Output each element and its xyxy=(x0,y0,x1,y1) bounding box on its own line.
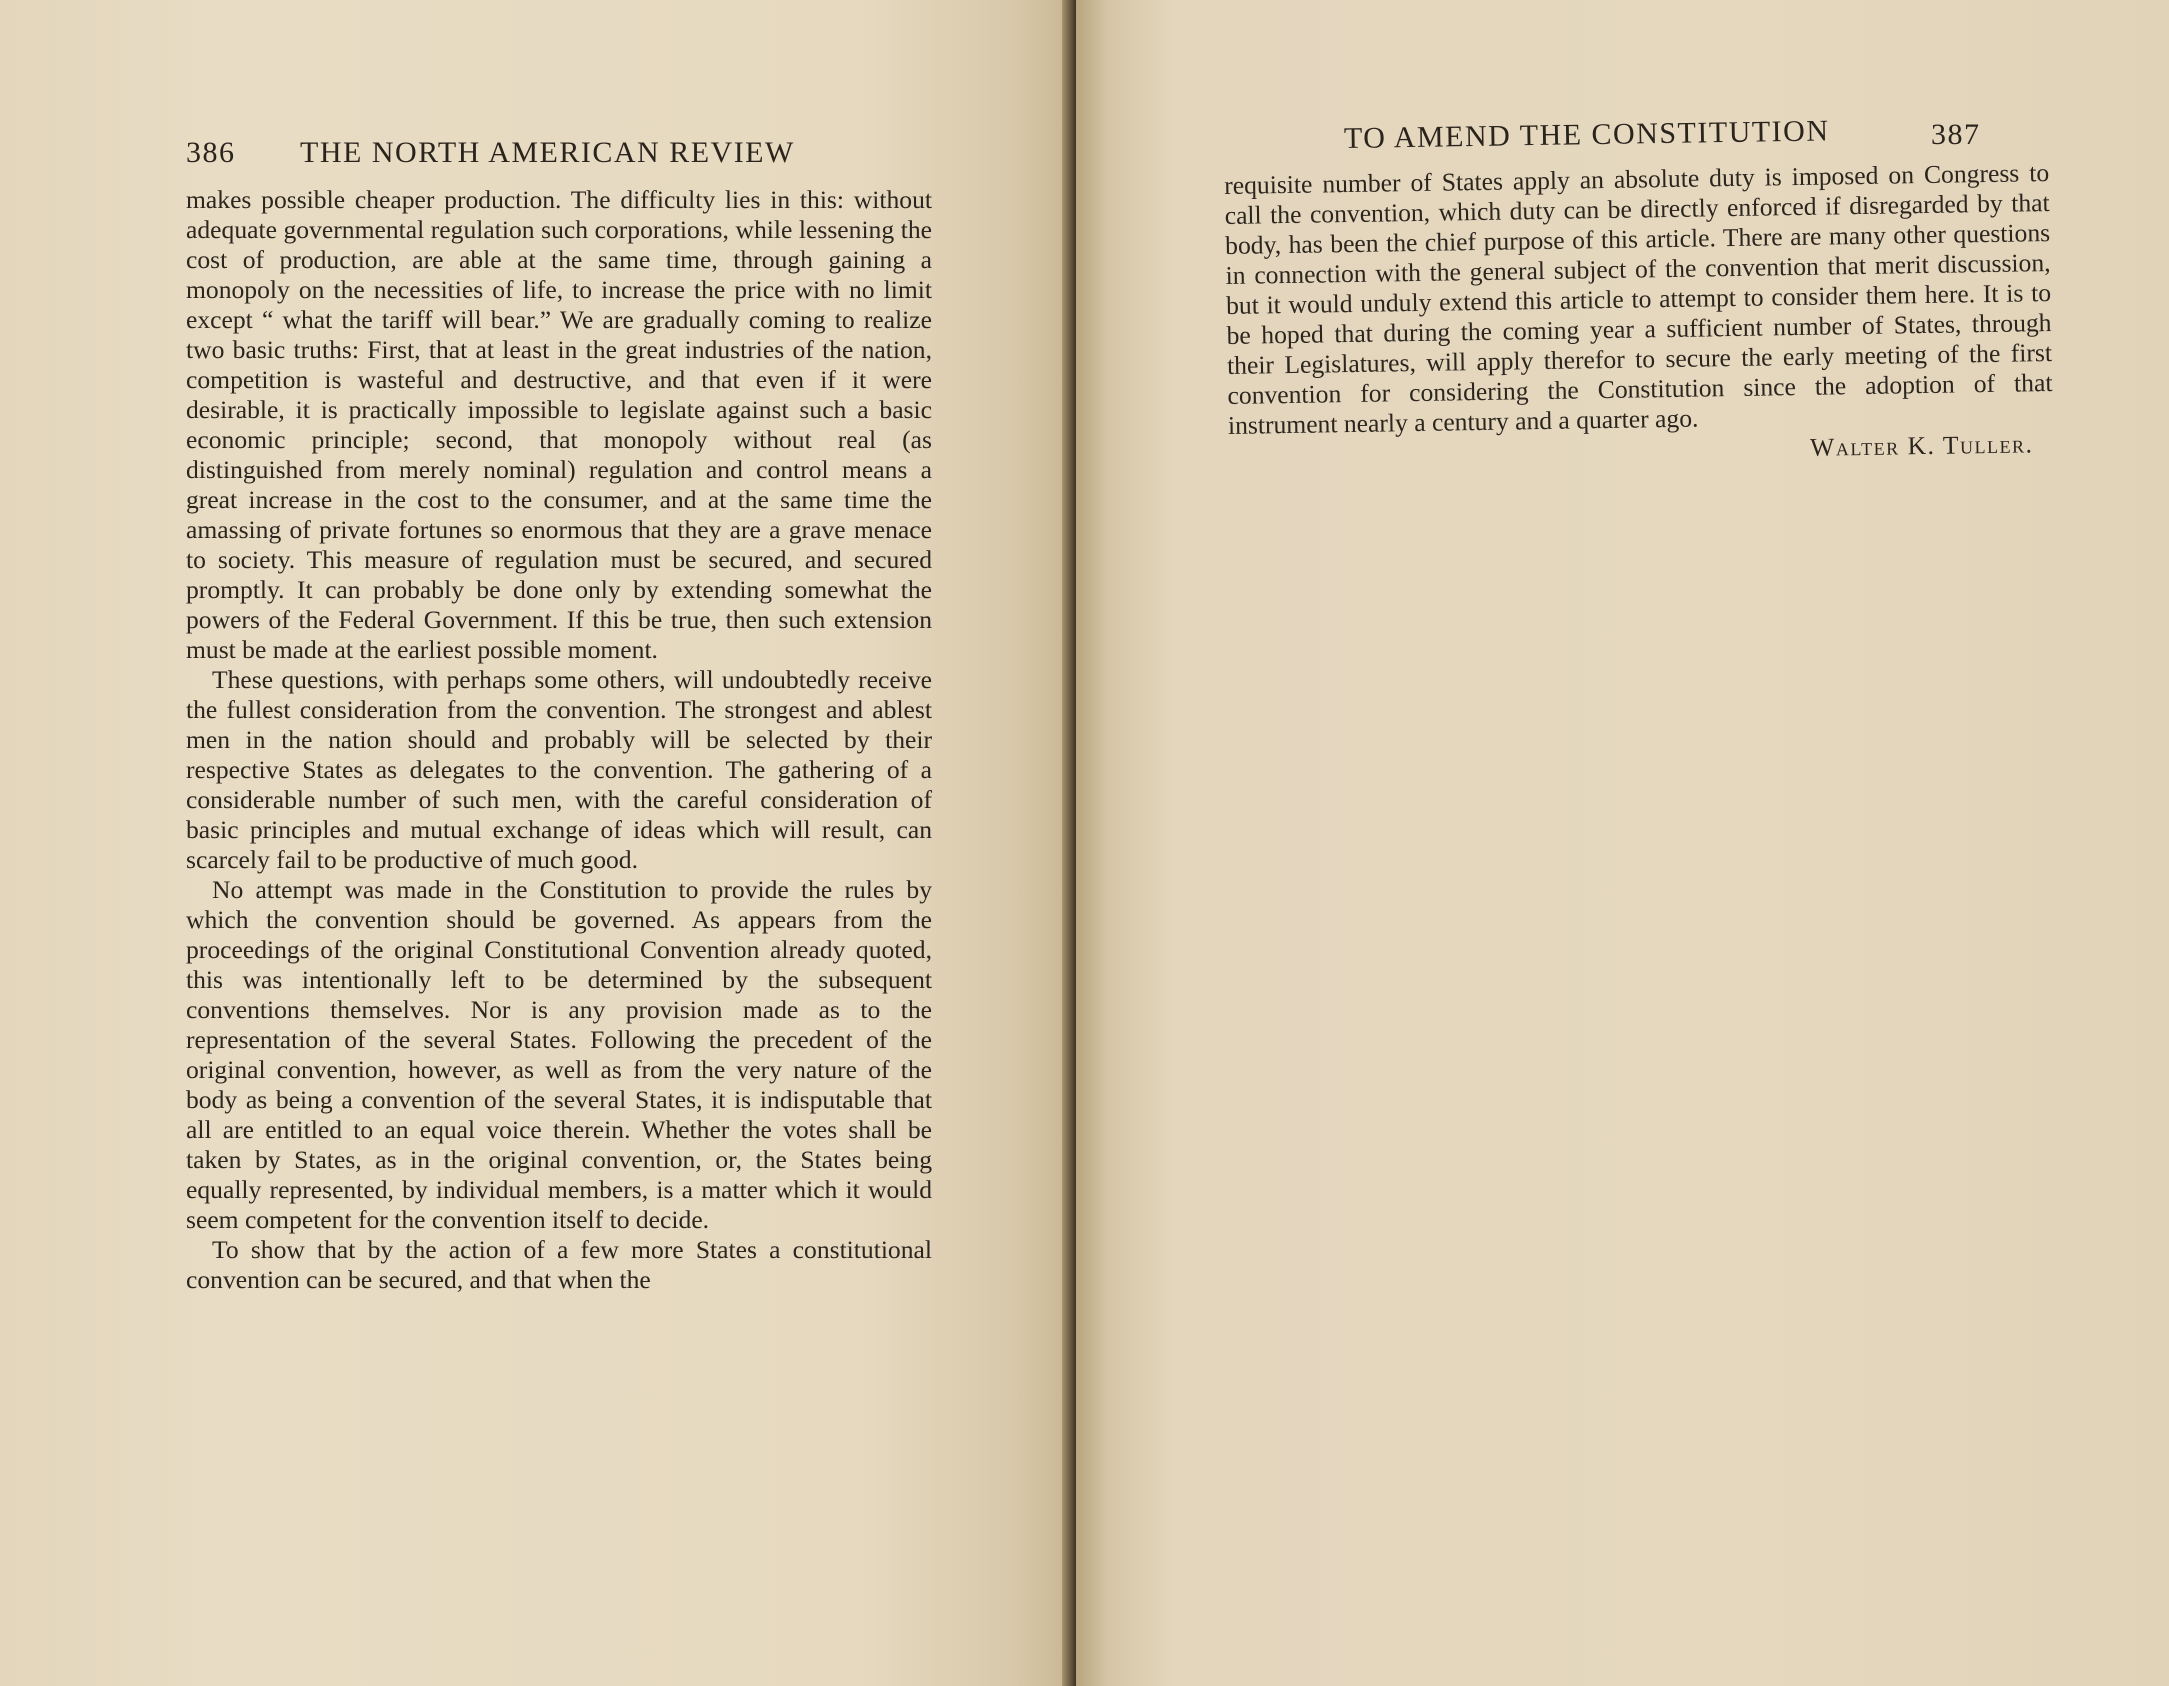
paragraph: makes possible cheaper production. The difficulty lies in this: without adequate governmental regulation such corporations, while lessening the cost of production, are able at the same time, through gaining a monopoly on the necessities of life, to increase the price with no limit except “ what the tariff will bear.” We are gradually coming to realize two basic truths: First, that at least in the great industries of the nation, competition is wasteful and destructive, and that even if it were desirable, it is practically impossible to legislate against such a basic economic principle; second, that monopoly without real (as distinguished from merely nominal) regulation and control means a great increase in the cost to the consumer, and at the same time the amassing of private fortunes so enormous that they are a grave menace to society. This measure of regulation must be secured, and secured promptly. It can probably be done only by extending somewhat the powers of the Federal Government. If this be true, then such extension must be made at the earliest possible moment. xyxy=(186,185,932,664)
running-head: TO AMEND THE CONSTITUTION xyxy=(1343,114,1830,155)
paragraph: These questions, with perhaps some others, will undoubtedly receive the fullest consideration from the convention. The strongest and ablest men in the nation should and probably will be selected by their respective States as delegates to the convention. The gathering of a considerable number of such men, with the careful consideration of basic principles and mutual exchange of ideas which will result, can scarcely fail to be productive of much good. xyxy=(186,665,932,874)
page-number: 387 xyxy=(1931,118,1981,151)
body-text xyxy=(186,185,932,1295)
paragraph: requisite number of States apply an absolute duty is imposed on Congress to call the convention, which duty can be directly enforced if disregarded by that body, has been the chief purpose of this article. There are many other questions in connection with the general subject of the convention that merit discussion, but it would unduly extend this article to attempt to consider them here. It is to be hoped that during the coming year a sufficient number of States, through their Legislatures, will apply therefor to secure the early meeting of the first convention for considering the Constitution since the adoption of that instrument nearly a century and a quarter ago. xyxy=(1224,158,2053,440)
right-page xyxy=(1076,0,2169,1686)
paragraph: To show that by the action of a few more States a constitutional convention can be secured, and that when the xyxy=(186,1235,932,1294)
paragraph: No attempt was made in the Constitution to provide the rules by which the convention should be governed. As appears from the proceedings of the original Constitutional Convention already quoted, this was intentionally left to be determined by the subsequent conventions themselves. Nor is any provision made as to the representation of the several States. Following the precedent of the original convention, however, as well as from the very nature of the body as being a convention of the several States, it is indisputable that all are entitled to an equal voice therein. Whether the votes shall be taken by States, as in the original convention, or, the States being equally represented, by individual members, is a matter which it would seem competent for the convention itself to decide. xyxy=(186,875,932,1234)
author-signature: Walter K. Tuller. xyxy=(1809,429,2034,462)
running-head: THE NORTH AMERICAN REVIEW xyxy=(300,136,795,169)
body-text xyxy=(1224,158,2054,472)
left-page xyxy=(0,0,1074,1686)
page-number: 386 xyxy=(186,136,236,169)
